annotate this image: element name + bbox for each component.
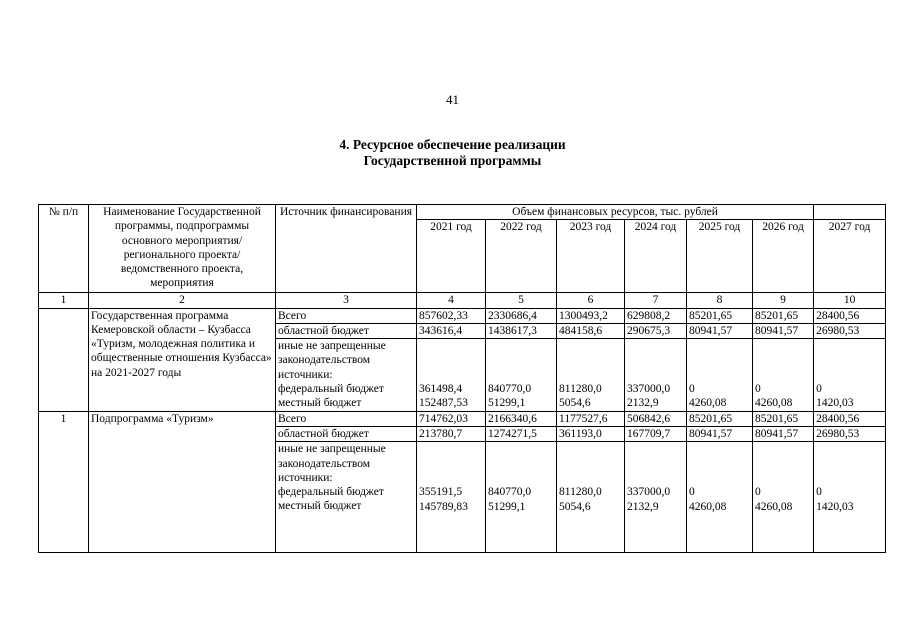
table-row — [39, 411, 886, 426]
value-cell: 811280,0 5054,6 — [557, 442, 625, 553]
value-cell: 28400,56 — [814, 411, 886, 426]
total-label: Всего — [276, 308, 417, 323]
value-cell: 85201,65 — [753, 411, 814, 426]
value-cell: 0 4260,08 — [687, 442, 753, 553]
value-cell: 0 4260,08 — [753, 339, 814, 411]
year-2027: 2027 год — [814, 220, 886, 293]
value-cell: 840770,0 51299,1 — [486, 442, 557, 553]
value-cell: 840770,0 51299,1 — [486, 339, 557, 411]
value-cell: 714762,03 — [417, 411, 486, 426]
federal-label: федеральный бюджет — [278, 383, 384, 396]
value-cell: 0 1420,03 — [814, 442, 886, 553]
value-cell: 26980,53 — [814, 426, 886, 441]
table-row — [39, 308, 886, 323]
value-cell: 2166340,6 — [486, 411, 557, 426]
value-cell: 85201,65 — [753, 308, 814, 323]
value-cell: 343616,4 — [417, 323, 486, 338]
colnum-3: 3 — [276, 293, 417, 308]
other-sources-cell — [276, 442, 417, 553]
local-label: местный бюджет — [278, 397, 362, 410]
row-num: 1 — [39, 411, 89, 553]
value-cell: 80941,57 — [753, 426, 814, 441]
year-2022: 2022 год — [486, 220, 557, 293]
other-label: иные не запрещенные законодательством источники: — [278, 443, 386, 484]
resource-table — [38, 204, 886, 553]
value-cell: 1177527,6 — [557, 411, 625, 426]
value-cell: 85201,65 — [687, 308, 753, 323]
colnum-2: 2 — [89, 293, 276, 308]
federal-label: федеральный бюджет — [278, 486, 384, 499]
column-numbers-row — [39, 293, 886, 308]
row-name: Подпрограмма «Туризм» — [89, 411, 276, 553]
total-label: Всего — [276, 411, 417, 426]
year-2025: 2025 год — [687, 220, 753, 293]
header-volume-tail — [814, 205, 886, 220]
year-2023: 2023 год — [557, 220, 625, 293]
value-cell: 337000,0 2132,9 — [625, 442, 687, 553]
value-cell: 857602,33 — [417, 308, 486, 323]
value-cell: 1274271,5 — [486, 426, 557, 441]
local-label: местный бюджет — [278, 500, 362, 513]
year-2021: 2021 год — [417, 220, 486, 293]
colnum-1: 1 — [39, 293, 89, 308]
title-line-2: Государственной программы — [363, 153, 542, 168]
value-cell: 85201,65 — [687, 411, 753, 426]
header-name: Наименование Государственной программы, подпрограммы основного мероприятия/ региональнoго проекта/ ведомственного проекта, мероприятия — [89, 205, 276, 293]
page-number: 41 — [446, 92, 459, 107]
year-2024: 2024 год — [625, 220, 687, 293]
value-cell: 2330686,4 — [486, 308, 557, 323]
value-cell: 355191,5 145789,83 — [417, 442, 486, 553]
title-line-1: 4. Ресурсное обеспечение реализации — [339, 137, 566, 152]
colnum-8: 8 — [687, 293, 753, 308]
regional-label: областной бюджет — [276, 323, 417, 338]
value-cell: 26980,53 — [814, 323, 886, 338]
value-cell: 1438617,3 — [486, 323, 557, 338]
value-cell: 0 1420,03 — [814, 339, 886, 411]
value-cell: 167709,7 — [625, 426, 687, 441]
colnum-4: 4 — [417, 293, 486, 308]
value-cell: 629808,2 — [625, 308, 687, 323]
value-cell: 80941,57 — [687, 323, 753, 338]
value-cell: 0 4260,08 — [753, 442, 814, 553]
value-cell: 361498,4 152487,53 — [417, 339, 486, 411]
year-2026: 2026 год — [753, 220, 814, 293]
value-cell: 80941,57 — [753, 323, 814, 338]
colnum-7: 7 — [625, 293, 687, 308]
header-volume: Объем финансовых ресурсов, тыс. рублей — [417, 205, 814, 220]
colnum-10: 10 — [814, 293, 886, 308]
other-sources-cell — [276, 339, 417, 411]
row-num — [39, 308, 89, 411]
colnum-9: 9 — [753, 293, 814, 308]
header-source: Источник финансирования — [276, 205, 417, 293]
value-cell: 811280,0 5054,6 — [557, 339, 625, 411]
value-cell: 28400,56 — [814, 308, 886, 323]
value-cell: 337000,0 2132,9 — [625, 339, 687, 411]
value-cell: 361193,0 — [557, 426, 625, 441]
value-cell: 213780,7 — [417, 426, 486, 441]
value-cell: 290675,3 — [625, 323, 687, 338]
value-cell: 506842,6 — [625, 411, 687, 426]
colnum-5: 5 — [486, 293, 557, 308]
other-label: иные не запрещенные законодательством источники: — [278, 340, 386, 381]
section-title — [0, 137, 905, 169]
row-name: Государственная программа Кемеровской области – Кузбасса «Туризм, молодежная политика и общественные отношения Кузбасса» на 2021-2027 годы — [89, 308, 276, 411]
header-num: № п/п — [39, 205, 89, 293]
colnum-6: 6 — [557, 293, 625, 308]
value-cell: 0 4260,08 — [687, 339, 753, 411]
header-row — [39, 205, 886, 220]
value-cell: 484158,6 — [557, 323, 625, 338]
regional-label: областной бюджет — [276, 426, 417, 441]
value-cell: 80941,57 — [687, 426, 753, 441]
value-cell: 1300493,2 — [557, 308, 625, 323]
